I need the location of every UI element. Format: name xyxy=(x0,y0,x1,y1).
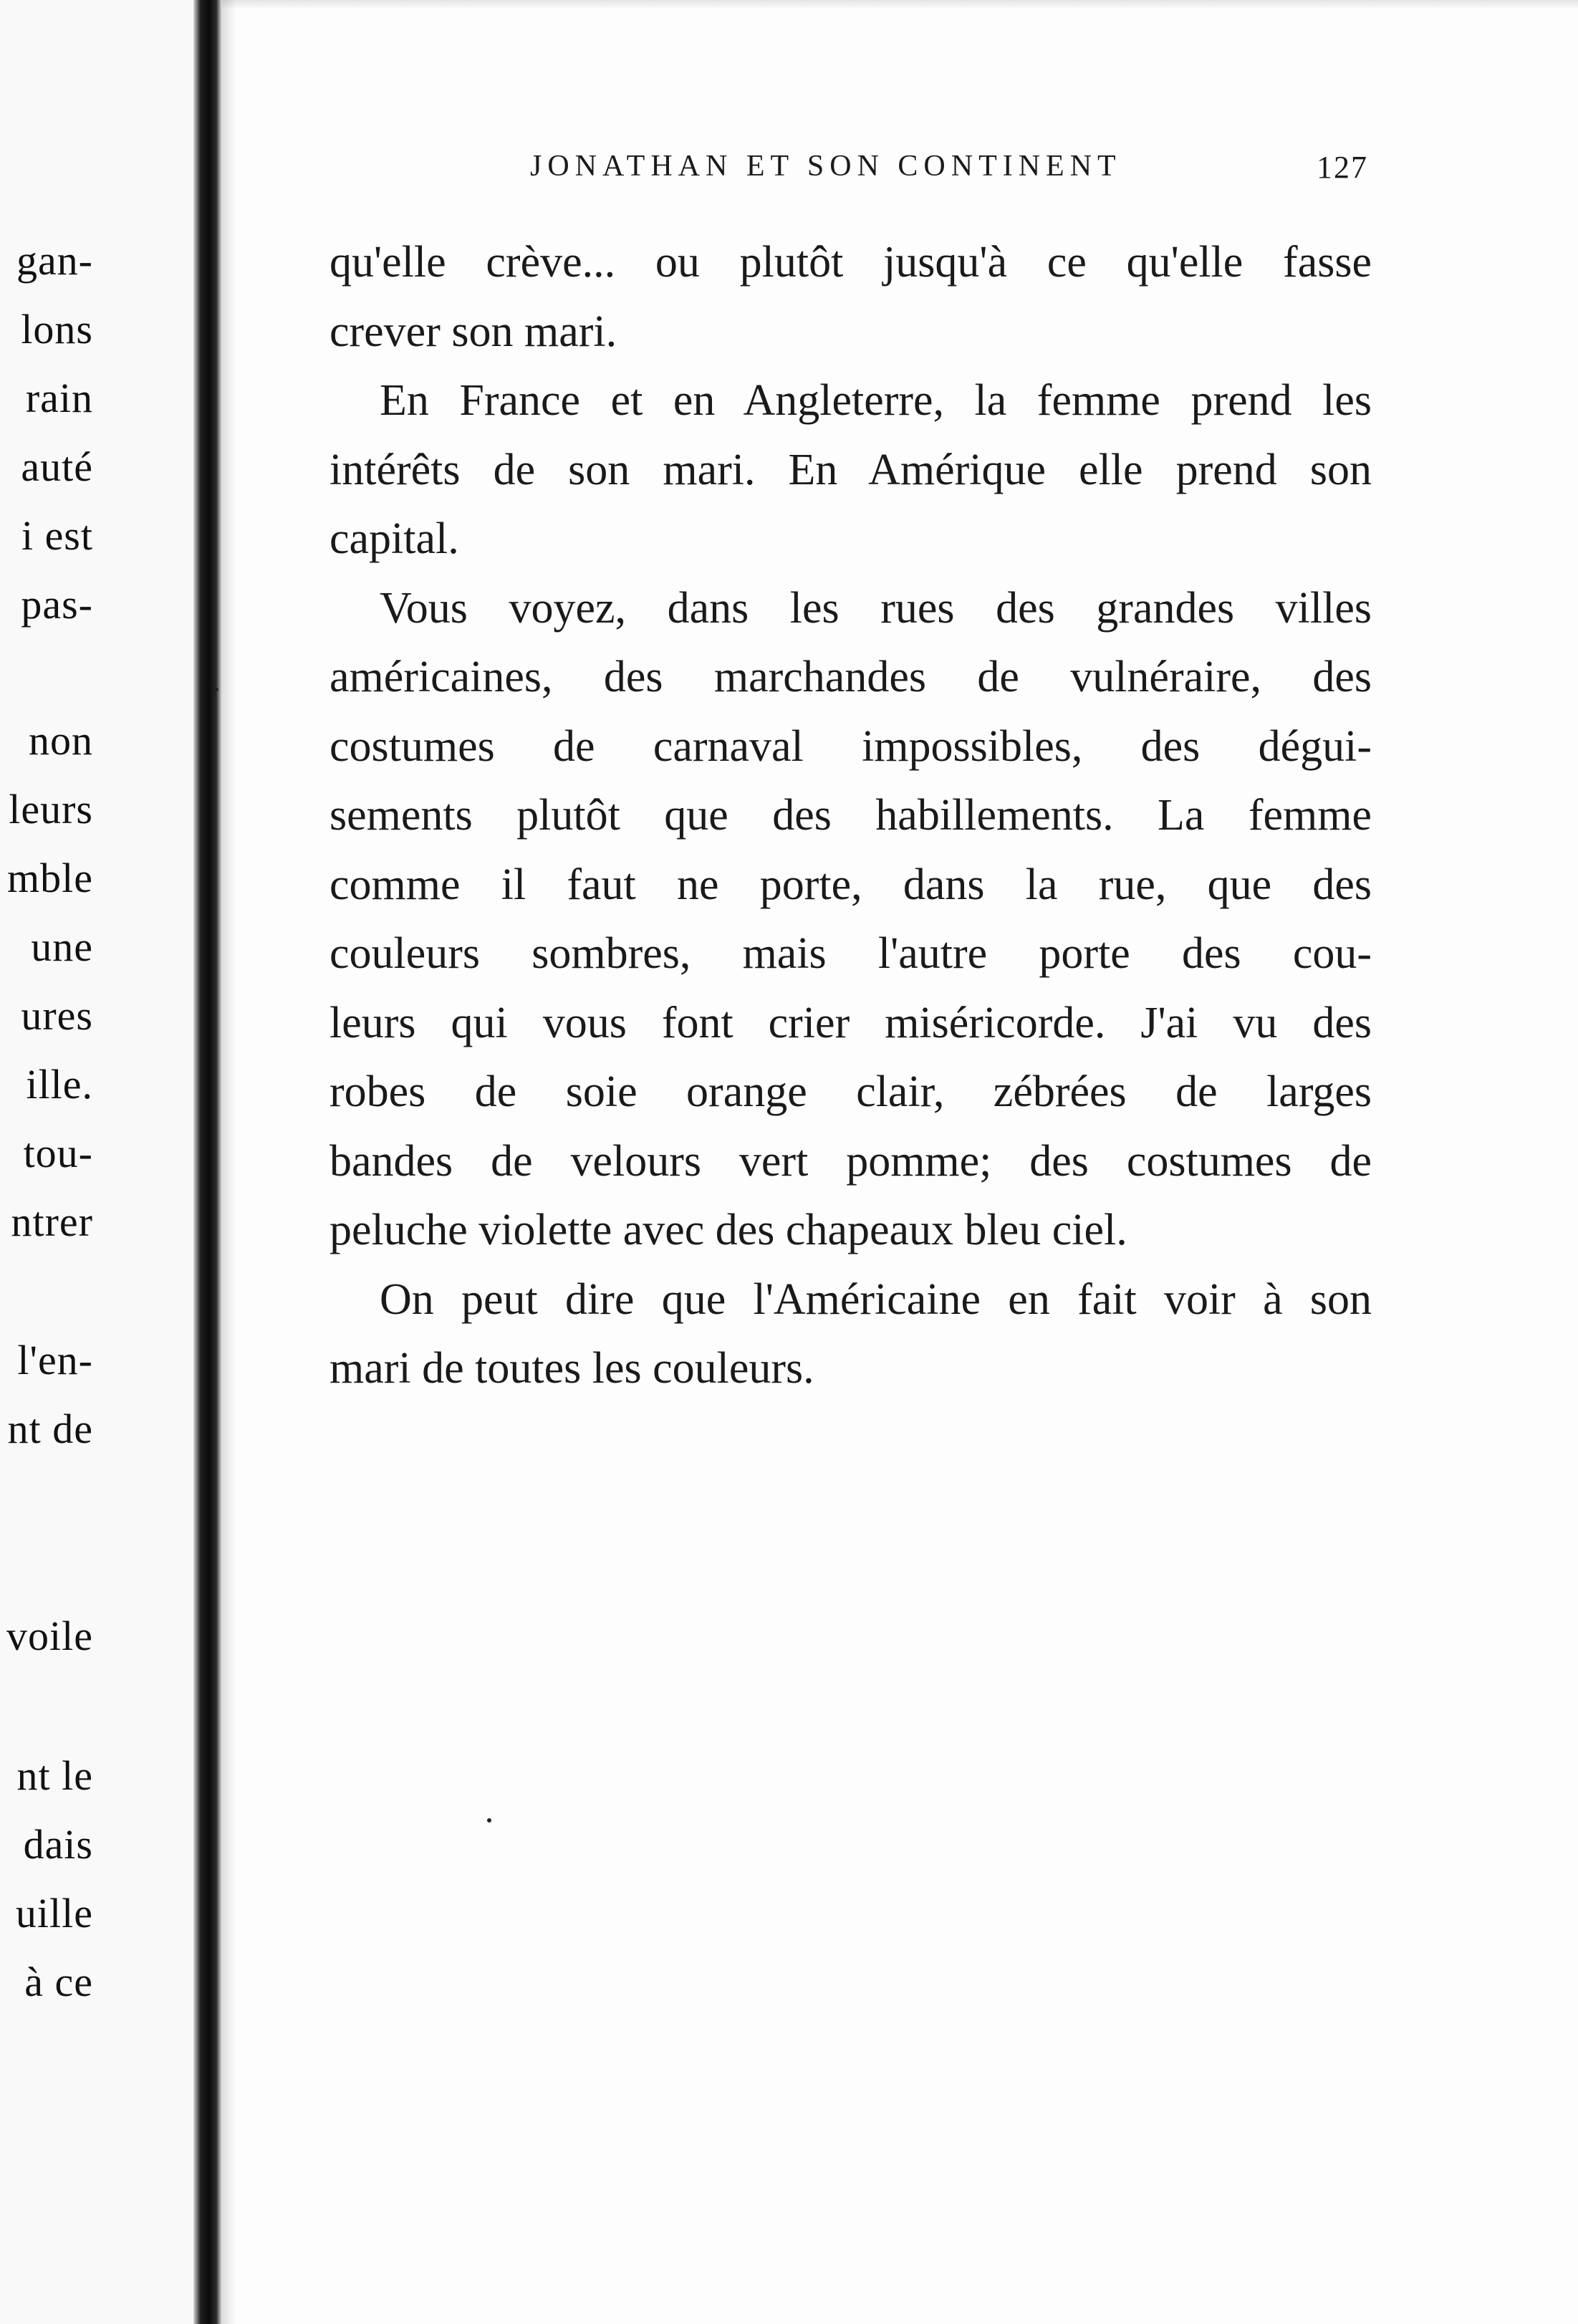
book-gutter xyxy=(193,0,222,2324)
facing-page-fragment: nt le xyxy=(16,1752,93,1799)
gutter-shadow xyxy=(222,0,236,2324)
text-line: peluche violette avec des chapeaux bleu ciel. xyxy=(329,1206,1127,1254)
facing-page-fragment: dais xyxy=(23,1821,93,1868)
text-line: robes de soie orange clair, zébrées de larges xyxy=(329,1067,1372,1116)
facing-page-fragment: tou- xyxy=(23,1130,93,1176)
text-line: sements plutôt que des habillements. La femme xyxy=(329,791,1372,840)
page-number: 127 xyxy=(1317,150,1368,185)
facing-page-fragment: pas- xyxy=(21,581,93,628)
running-title: JONATHAN ET SON CONTINENT xyxy=(530,150,1122,183)
facing-page-fragment: i est xyxy=(21,512,93,559)
text-line: qu'elle crève... ou plutôt jusqu'à ce qu'elle fasse xyxy=(329,238,1372,287)
facing-page-fragment: rain xyxy=(25,375,93,421)
paragraph-start-line: Vous voyez, dans les rues des grandes villes xyxy=(380,583,1372,633)
scan-speck xyxy=(487,1818,491,1823)
paragraph-start-line: On peut dire que l'Américaine en fait voir à son xyxy=(380,1274,1372,1324)
running-head xyxy=(329,149,1368,192)
facing-page-fragment: une xyxy=(31,923,93,970)
body-text xyxy=(329,228,1372,1403)
facing-page-fragment: leurs xyxy=(9,786,93,832)
text-line: leurs qui vous font crier miséricorde. J'ai vu des xyxy=(329,998,1372,1047)
text-line: crever son mari. xyxy=(329,307,617,356)
text-line: américaines, des marchandes de vulnéraire, des xyxy=(329,653,1372,701)
facing-page-fragment: ures xyxy=(21,992,93,1039)
facing-page-fragment: mble xyxy=(7,855,93,901)
facing-page-fragment: non xyxy=(29,717,93,764)
facing-page-fragment: ille. xyxy=(26,1061,93,1108)
facing-page-fragment: ntrer xyxy=(11,1199,93,1245)
facing-page-fragment: l'en- xyxy=(17,1337,93,1383)
text-line: costumes de carnaval impossibles, des dégui- xyxy=(329,721,1372,771)
facing-page-fragment: uille xyxy=(15,1890,93,1936)
facing-page-fragment: nt de xyxy=(7,1406,93,1452)
facing-page-fragment: auté xyxy=(21,443,93,490)
facing-page-fragment: gan- xyxy=(16,237,93,284)
text-line: couleurs sombres, mais l'autre porte des cou- xyxy=(329,929,1372,978)
text-line: intérêts de son mari. En Amérique elle prend son xyxy=(329,445,1372,494)
facing-page-fragment: à ce xyxy=(24,1959,93,2005)
facing-page-fragment: voile xyxy=(6,1613,93,1659)
scan-speck xyxy=(215,688,218,691)
text-line: bandes de velours vert pomme; des costumes de xyxy=(329,1136,1372,1186)
facing-page-fragment: lons xyxy=(21,306,93,352)
text-line: comme il faut ne porte, dans la rue, que des xyxy=(329,860,1372,909)
paragraph-start-line: En France et en Angleterre, la femme prend les xyxy=(380,376,1372,425)
facing-page-left xyxy=(0,0,193,2324)
text-line: capital. xyxy=(329,514,459,563)
text-line: mari de toutes les couleurs. xyxy=(329,1344,814,1393)
page-top-edge xyxy=(0,0,1578,10)
